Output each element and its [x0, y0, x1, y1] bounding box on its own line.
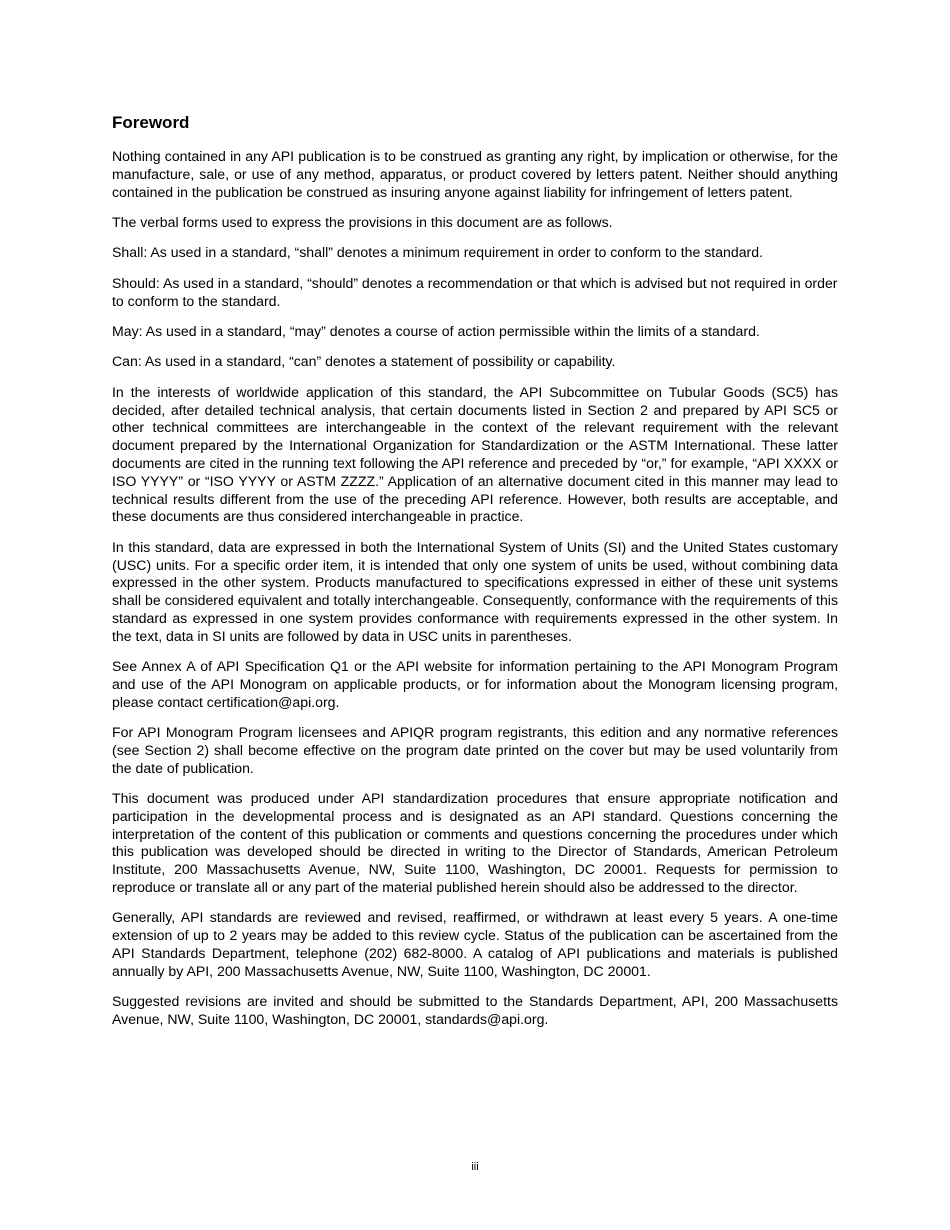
document-page — [112, 112, 838, 1041]
paragraph-standardization-procedures: This document was produced under API standardization procedures that ensure appropriate notification and participation in the developmental process and is designated as an API standard. Questions concerning the interpretation of the content of this publication or comments and questions concerning the procedures under which this publication was developed should be directed in writing to the Director of Standards, American Petroleum Institute, 200 Massachusetts Avenue, NW, Suite 1100, Washington, DC 20001. Requests for permission to reproduce or translate all or any part of the material published herein should also be addressed to the director. — [112, 790, 838, 896]
page-number: iii — [471, 1161, 479, 1173]
paragraph-monogram-program: See Annex A of API Specification Q1 or the API website for information pertaining to the API Monogram Program and use of the API Monogram on applicable products, or for information about the Monogram licensing program, please contact certification@api.org. — [112, 658, 838, 710]
paragraph-patent-disclaimer: Nothing contained in any API publication is to be construed as granting any right, by implication or otherwise, for the manufacture, sale, or use of any method, apparatus, or product covered by letters patent. Neither should anything contained in the publication be construed as insuring anyone against liability for infringement of letters patent. — [112, 148, 838, 200]
paragraph-units: In this standard, data are expressed in both the International System of Units (SI) and the United States customary (USC) units. For a specific order item, it is intended that only one system of units be used, without combining data expressed in the other system. Products manufactured to specifications expressed in either of these unit systems shall be considered equivalent and totally interchangeable. Consequently, conformance with the requirements of this standard as expressed in one system provides conformance with requirements expressed in the other system. In the text, data in SI units are followed by data in USC units in parentheses. — [112, 538, 838, 644]
paragraph-interchangeable-documents: In the interests of worldwide application of this standard, the API Subcommittee on Tubular Goods (SC5) has decided, after detailed technical analysis, that certain documents listed in Section 2 and prepared by API SC5 or other technical committees are interchangeable in the context of the relevant requirement with the relevant document prepared by the International Organization for Standardization or the ASTM International. These latter documents are cited in the running text following the API reference and preceded by “or,” for example, “API XXXX or ISO YYYY” or “ISO YYYY or ASTM ZZZZ.” Application of an alternative document cited in this manner may lead to technical results different from the use of the preceding API reference. However, both results are acceptable, and these documents are thus considered interchangeable in practice. — [112, 383, 838, 525]
paragraph-review-cycle: Generally, API standards are reviewed and revised, reaffirmed, or withdrawn at least every 5 years. A one-time extension of up to 2 years may be added to this review cycle. Status of the publication can be ascertained from the API Standards Department, telephone (202) 682-8000. A catalog of API publications and materials is published annually by API, 200 Massachusetts Avenue, NW, Suite 1100, Washington, DC 20001. — [112, 909, 838, 979]
paragraph-effective-date: For API Monogram Program licensees and APIQR program registrants, this edition and any normative references (see Section 2) shall become effective on the program date printed on the cover but may be used voluntarily from the date of publication. — [112, 724, 838, 776]
paragraph-suggested-revisions: Suggested revisions are invited and should be submitted to the Standards Department, API, 200 Massachusetts Avenue, NW, Suite 1100, Washington, DC 20001, standards@api.org. — [112, 993, 838, 1027]
paragraph-may-definition: May: As used in a standard, “may” denotes a course of action permissible within the limits of a standard. — [112, 322, 760, 339]
paragraph-can-definition: Can: As used in a standard, “can” denotes a statement of possibility or capability. — [112, 353, 616, 370]
paragraph-verbal-forms-intro: The verbal forms used to express the provisions in this document are as follows. — [112, 213, 613, 230]
paragraph-should-definition: Should: As used in a standard, “should” denotes a recommendation or that which is advised but not required in order to conform to the standard. — [112, 274, 838, 309]
paragraph-shall-definition: Shall: As used in a standard, “shall” denotes a minimum requirement in order to conform to the standard. — [112, 244, 763, 261]
page-title: Foreword — [112, 113, 190, 132]
